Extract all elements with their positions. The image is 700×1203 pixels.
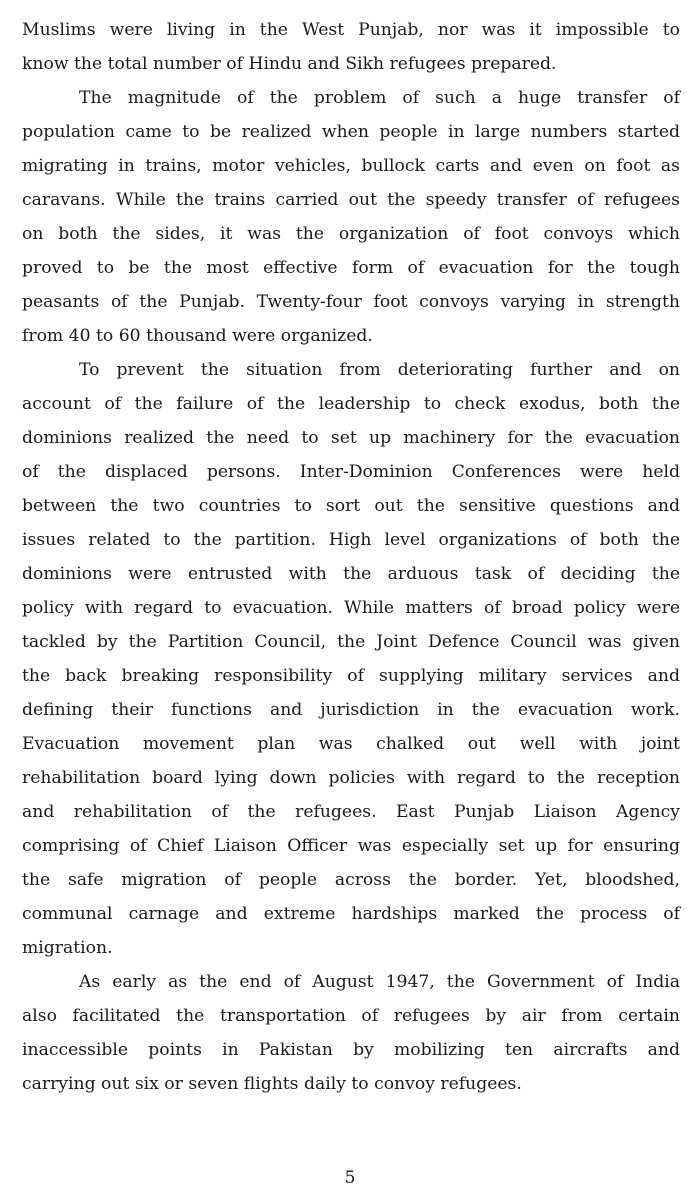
text-line: caravans. While the trains carried out the speedy transfer of refugees — [22, 190, 680, 210]
paragraph-1 — [22, 13, 680, 81]
text-line: dominions realized the need to set up machinery for the evacuation — [22, 428, 680, 448]
text-line: The magnitude of the problem of such a huge transfer of — [79, 88, 680, 108]
document-page — [22, 13, 680, 1101]
text-line: tackled by the Partition Council, the Joint Defence Council was given — [22, 632, 680, 652]
text-line: know the total number of Hindu and Sikh refugees prepared. — [22, 54, 557, 74]
text-line: To prevent the situation from deteriorating further and on — [79, 360, 680, 380]
text-line: As early as the end of August 1947, the Government of India — [79, 972, 680, 992]
text-line: and rehabilitation of the refugees. East Punjab Liaison Agency — [22, 802, 680, 822]
text-line: also facilitated the transportation of refugees by air from certain — [22, 1006, 680, 1026]
text-line: Evacuation movement plan was chalked out well with joint — [22, 734, 680, 754]
text-line: between the two countries to sort out the sensitive questions and — [22, 496, 680, 516]
text-line: proved to be the most effective form of evacuation for the tough — [22, 258, 680, 278]
text-line: carrying out six or seven flights daily to convoy refugees. — [22, 1074, 522, 1094]
text-line: comprising of Chief Liaison Officer was especially set up for ensuring — [22, 836, 680, 856]
text-line: from 40 to 60 thousand were organized. — [22, 326, 373, 346]
text-line: peasants of the Punjab. Twenty-four foot convoys varying in strength — [22, 292, 680, 312]
text-line: migration. — [22, 938, 113, 958]
text-line: on both the sides, it was the organization of foot convoys which — [22, 224, 680, 244]
text-line: inaccessible points in Pakistan by mobilizing ten aircrafts and — [22, 1040, 680, 1060]
paragraph-2 — [22, 81, 680, 353]
text-line: of the displaced persons. Inter-Dominion Conferences were held — [22, 462, 680, 482]
paragraph-3 — [22, 353, 680, 965]
text-line: policy with regard to evacuation. While matters of broad policy were — [22, 598, 680, 618]
text-line: rehabilitation board lying down policies with regard to the reception — [22, 768, 680, 788]
text-line: migrating in trains, motor vehicles, bullock carts and even on foot as — [22, 156, 680, 176]
text-line: Muslims were living in the West Punjab, nor was it impossible to — [22, 20, 680, 40]
text-line: dominions were entrusted with the arduous task of deciding the — [22, 564, 680, 584]
text-line: account of the failure of the leadership to check exodus, both the — [22, 394, 680, 414]
text-line: the safe migration of people across the border. Yet, bloodshed, — [22, 870, 680, 890]
text-line: communal carnage and extreme hardships marked the process of — [22, 904, 680, 924]
text-line: issues related to the partition. High level organizations of both the — [22, 530, 680, 550]
page-number: 5 — [344, 1168, 356, 1188]
text-line: defining their functions and jurisdiction in the evacuation work. — [22, 700, 680, 720]
text-line: population came to be realized when people in large numbers started — [22, 122, 680, 142]
paragraph-4 — [22, 965, 680, 1101]
text-line: the back breaking responsibility of supplying military services and — [22, 666, 680, 686]
